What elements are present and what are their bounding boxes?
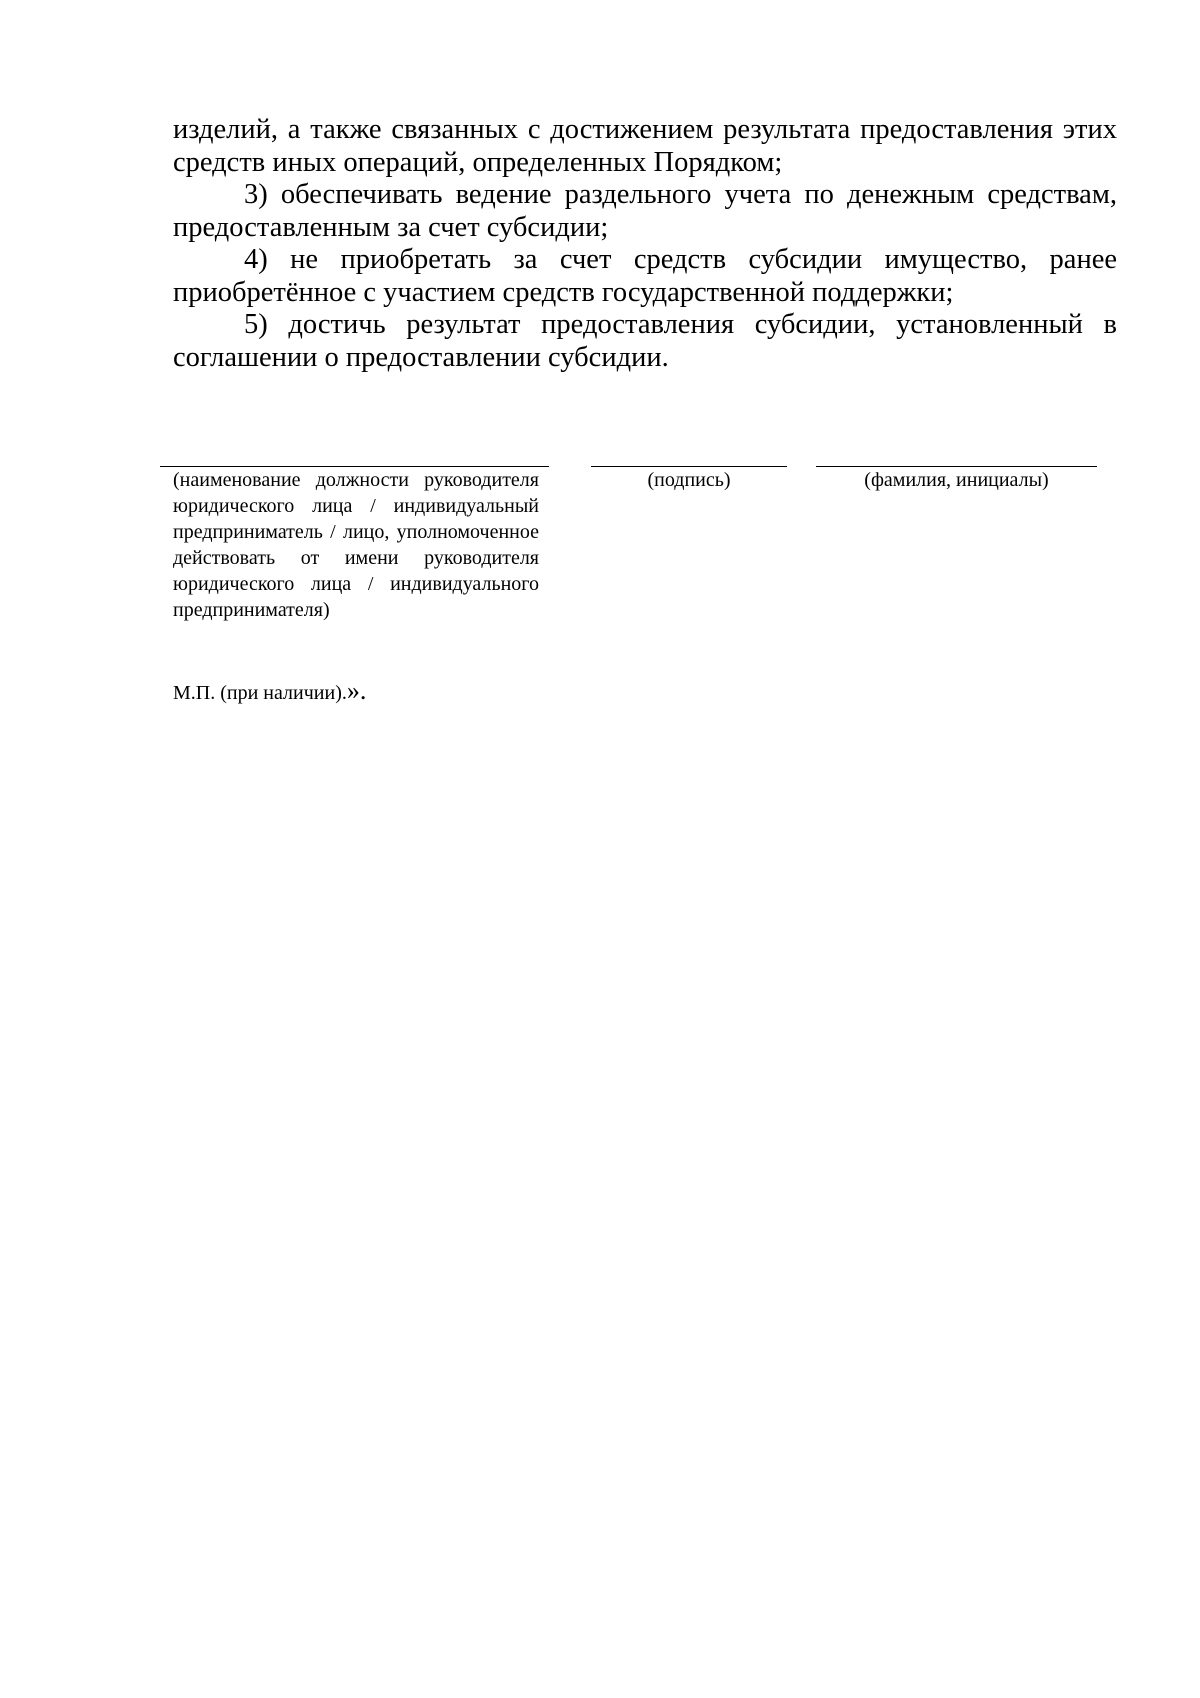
signature-caption: (подпись) bbox=[647, 469, 731, 491]
closing-quote: ». bbox=[346, 676, 367, 705]
paragraph-continuation: изделий, а также связанных с достижением результата предоставления этих средств иных операций, определенных Порядком; bbox=[173, 114, 1117, 178]
paragraph-item-5: 5) достичь результат предоставления субсидии, установленный в соглашении о предоставлении субсидии. bbox=[173, 309, 1117, 373]
paragraph-item-3: 3) обеспечивать ведение раздельного учета по денежным средствам, предоставленным за счет субсидии; bbox=[173, 179, 1117, 243]
name-caption: (фамилия, инициалы) bbox=[864, 469, 1049, 491]
position-caption: (наименование должности руководителя юридического лица / индивидуальный предприниматель / лицо, уполномоченное действовать от имени руководителя юридического лица / индивидуального предпринимателя) bbox=[173, 469, 539, 621]
stamp-note bbox=[173, 678, 366, 706]
stamp-text: М.П. (при наличии). bbox=[173, 682, 347, 704]
paragraph-item-4: 4) не приобретать за счет средств субсидии имущество, ранее приобретённое с участием средств государственной поддержки; bbox=[173, 244, 1117, 308]
document-body bbox=[173, 114, 1117, 374]
